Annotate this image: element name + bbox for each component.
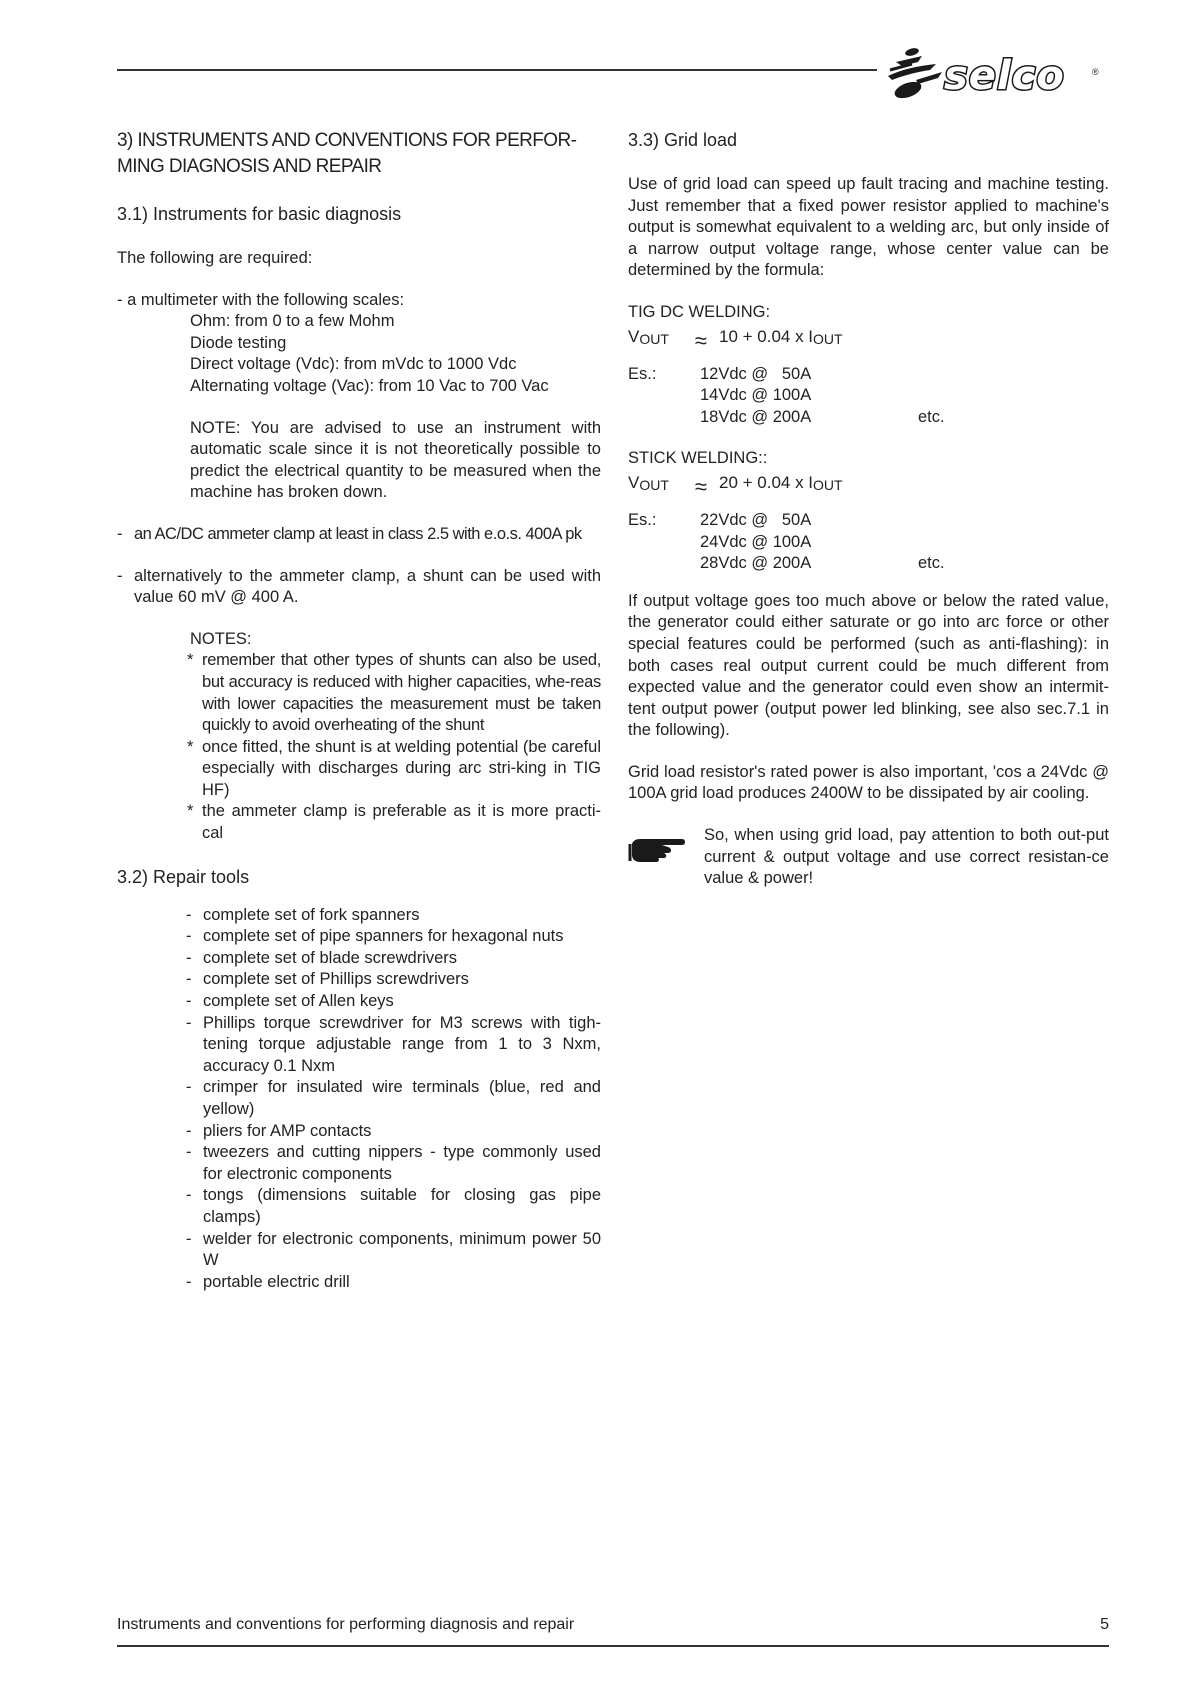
tig-examples: Es.: 12Vdc @ 50A 14Vdc @ 100A 18Vdc @ 200A etc. [628, 364, 945, 426]
tool-item: - complete set of fork spanners [186, 905, 420, 924]
registered-mark: ® [1092, 67, 1099, 77]
section-3-title: 3) INSTRUMENTS AND CONVENTIONS FOR PERFOR- MING DIAGNOSIS AND REPAIR [117, 130, 577, 177]
logo-wordmark: selco [944, 53, 1065, 99]
note-item: * the ammeter clamp is preferable as it is more practi-cal [187, 802, 601, 843]
tool-item: - complete set of Phillips screwdrivers [186, 970, 469, 989]
section-3-1-title: 3.1) Instruments for basic diagnosis [117, 204, 402, 224]
note-item: * remember that other types of shunts can also be used, but accuracy is reduced with higher capacities, whe-reas with lower capacities the measurement must be taken quickly to avoid overheating of the shunt [187, 651, 601, 735]
pointing-hand-icon [628, 825, 704, 870]
section-3-2-title: 3.2) Repair tools [117, 866, 250, 887]
scale-item: Direct voltage (Vdc): from mVdc to 1000 Vdc [190, 355, 517, 374]
left-column [117, 128, 601, 1293]
output-voltage-paragraph: If output voltage goes too much above or below the rated value, the generator could either saturate or go into arc force or other special features could be performed (such as anti-flashing): in both cases real output current could be much different from expected value and the generator could even show an intermit-tent output power (output power led blinking, see also sec.7.1 in the following). [628, 591, 1109, 740]
note-item: * once fitted, the shunt is at welding potential (be careful especially with discharges during arc stri-king in TIG HF) [187, 737, 601, 799]
selco-logo [882, 46, 1104, 104]
tool-item: - tweezers and cutting nippers - type commonly used for electronic components [186, 1143, 601, 1183]
page-number: 5 [1100, 1616, 1109, 1633]
ammeter-item: - an AC/DC ammeter clamp at least in class 2.5 with e.o.s. 400A pk [117, 524, 582, 543]
scale-item: Diode testing [190, 333, 287, 352]
selco-welder-mark-icon [882, 46, 948, 104]
stick-examples: Es.: 22Vdc @ 50A 24Vdc @ 100A 28Vdc @ 200A etc. [628, 510, 945, 573]
footer-title: Instruments and conventions for performing diagnosis and repair [117, 1616, 575, 1633]
multimeter-note: NOTE: You are advised to use an instrument with automatic scale since it is not theoretically possible to predict the electrical quantity to be measured when the machine has broken down. [190, 418, 601, 502]
stick-formula: V OUT ≈ 20 + 0.04 x I OUT [628, 473, 843, 500]
multimeter-item: - a multimeter with the following scales: [117, 290, 405, 309]
scale-item: Alternating voltage (Vac): from 10 Vac to 700 Vac [190, 376, 549, 395]
required-intro: The following are required: [117, 249, 313, 267]
rated-power-paragraph: Grid load resistor's rated power is also important, 'cos a 24Vdc @ 100A grid load produces 2400W to be dissipated by air cooling. [628, 762, 1109, 803]
tool-item: - crimper for insulated wire terminals (blue, red and yellow) [186, 1078, 601, 1118]
footer-rule [117, 1645, 1109, 1647]
notes-title: NOTES: [190, 629, 252, 648]
right-column [628, 128, 1109, 890]
stick-title: STICK WELDING:: [628, 449, 768, 468]
tool-item: - complete set of blade screwdrivers [186, 948, 458, 967]
tool-item: - welder for electronic components, minimum power 50 W [186, 1229, 601, 1270]
grid-load-intro: Use of grid load can speed up fault tracing and machine testing. Just remember that a fixed power resistor applied to machine's output is somewhat equivalent to a welding arc, but only inside of a narrow output voltage range, whose center value can be determined by the formula: [628, 175, 1109, 280]
tool-item: - complete set of pipe spanners for hexagonal nuts [186, 927, 564, 946]
section-3-3-title: 3.3) Grid load [628, 130, 738, 150]
tool-item: - complete set of Allen keys [186, 992, 394, 1011]
tig-formula: V OUT ≈ 10 + 0.04 x I OUT [628, 326, 843, 353]
tools-list [117, 905, 601, 1294]
hand-note: So, when using grid load, pay attention to both out-put current & output voltage and use correct resistan-ce value & power! [628, 825, 1109, 890]
tool-item: - tongs (dimensions suitable for closing gas pipe clamps) [186, 1186, 601, 1226]
tool-item: - pliers for AMP contacts [186, 1121, 372, 1140]
tool-item: - Phillips torque screwdriver for M3 screws with tigh-tening torque adjustable range from 1 to 3 Nxm, accuracy 0.1 Nxm [186, 1013, 601, 1075]
header-rule [117, 69, 877, 71]
shunt-item: - alternatively to the ammeter clamp, a shunt can be used with value 60 mV @ 400 A. [117, 566, 601, 607]
tool-item: - portable electric drill [186, 1272, 350, 1291]
multimeter-scales [117, 311, 601, 397]
tig-title: TIG DC WELDING: [628, 302, 771, 321]
scale-item: Ohm: from 0 to a few Mohm [190, 312, 395, 331]
